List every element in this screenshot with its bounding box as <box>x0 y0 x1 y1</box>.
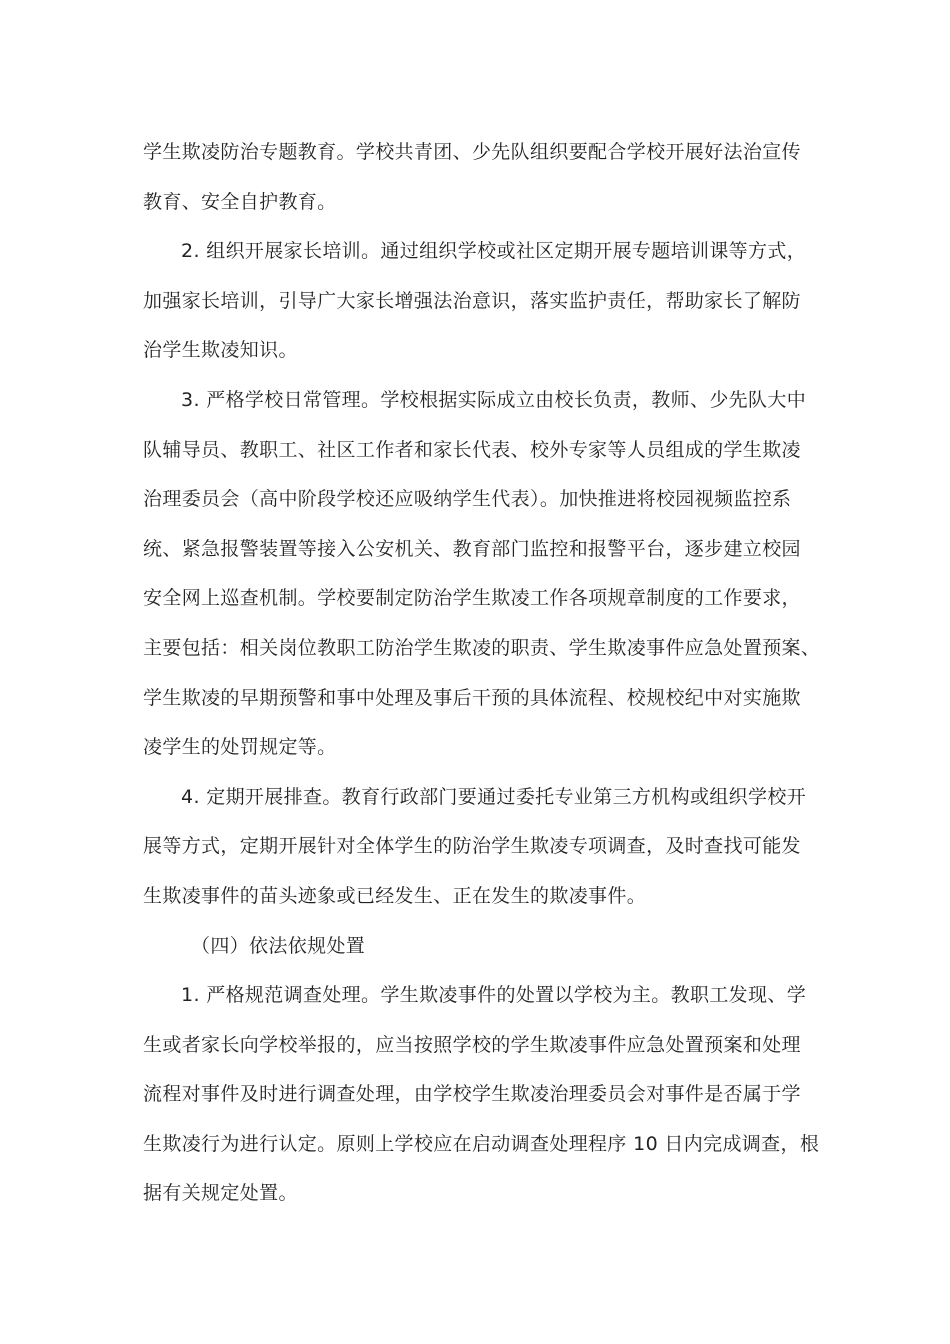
text-line: 统、紧急报警装置等接入公安机关、教育部门监控和报警平台，逐步建立校园 <box>143 537 801 560</box>
text-line: 加强家长培训，引导广大家长增强法治意识，落实监护责任，帮助家长了解防 <box>143 289 801 312</box>
text-line: 凌学生的处罚规定等。 <box>143 736 337 759</box>
numbered-paragraph-start: 2. 组织开展家长培训。通过组织学校或社区定期开展专题培训课等方式， <box>181 240 807 263</box>
text-line: 队辅导员、教职工、社区工作者和家长代表、校外专家等人员组成的学生欺凌 <box>143 438 801 461</box>
text-line: 生或者家长向学校举报的，应当按照学校的学生欺凌事件应急处置预案和处理 <box>143 1033 801 1056</box>
text-line: 据有关规定处置。 <box>143 1182 298 1205</box>
text-line: 主要包括：相关岗位教职工防治学生欺凌的职责、学生欺凌事件应急处置预案、 <box>143 636 821 659</box>
text-line: 治学生欺凌知识。 <box>143 339 298 362</box>
text-line: 生欺凌行为进行认定。原则上学校应在启动调查处理程序 10 日内完成调查，根 <box>143 1132 820 1155</box>
numbered-paragraph-start: 4. 定期开展排查。教育行政部门要通过委托专业第三方机构或组织学校开 <box>181 785 807 808</box>
text-line: 生欺凌事件的苗头迹象或已经发生、正在发生的欺凌事件。 <box>143 884 647 907</box>
text-line: 安全网上巡查机制。学校要制定防治学生欺凌工作各项规章制度的工作要求， <box>143 587 801 610</box>
numbered-paragraph-start: 3. 严格学校日常管理。学校根据实际成立由校长负责，教师、少先队大中 <box>181 388 807 411</box>
numbered-paragraph-start: 1. 严格规范调查处理。学生欺凌事件的处置以学校为主。教职工发现、学 <box>181 984 807 1007</box>
document-body <box>143 128 821 1219</box>
text-line: 学生欺凌的早期预警和事中处理及事后干预的具体流程、校规校纪中对实施欺 <box>143 686 801 709</box>
text-line: 展等方式，定期开展针对全体学生的防治学生欺凌专项调查，及时查找可能发 <box>143 835 801 858</box>
text-line: 教育、安全自护教育。 <box>143 190 337 213</box>
text-line: 流程对事件及时进行调查处理，由学校学生欺凌治理委员会对事件是否属于学 <box>143 1083 801 1106</box>
section-heading: （四）依法依规处置 <box>191 934 366 957</box>
text-line: 治理委员会（高中阶段学校还应吸纳学生代表）。加快推进将校园视频监控系 <box>143 488 792 511</box>
text-line: 学生欺凌防治专题教育。学校共青团、少先队组织要配合学校开展好法治宣传 <box>143 141 801 163</box>
